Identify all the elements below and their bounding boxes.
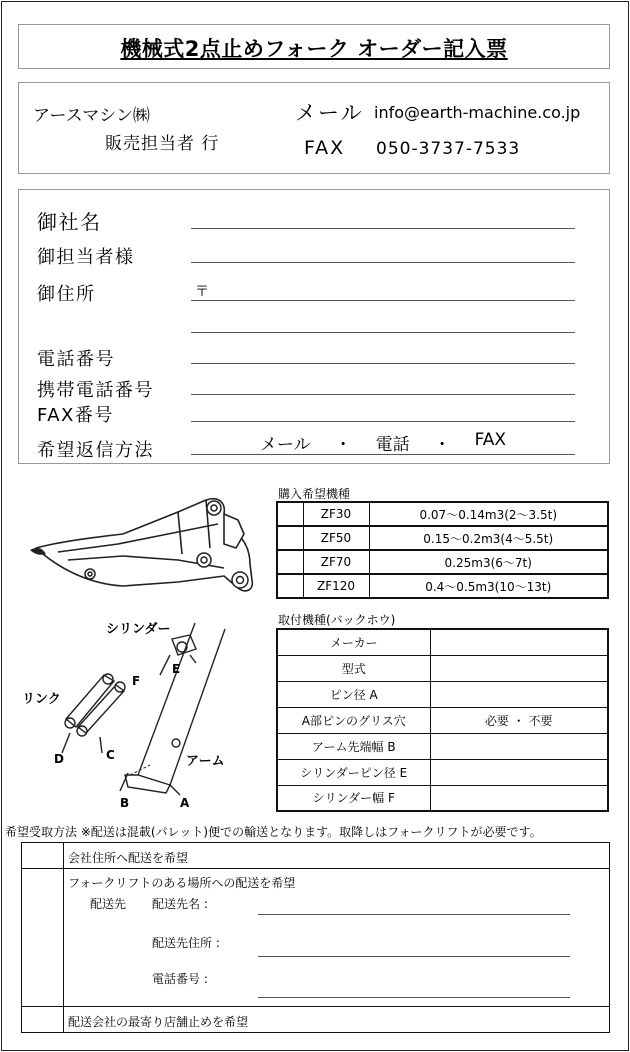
attach-label: シリンダーピン径 E (277, 759, 430, 785)
phone-label: 電話番号 (37, 349, 115, 370)
attach-row (277, 707, 608, 733)
mail-address[interactable]: info@earth-machine.co.jp (374, 103, 581, 122)
delivery-divider (22, 868, 609, 869)
address-label: 御住所 (37, 284, 96, 305)
purchase-spec: 0.25m3(6〜7t) (369, 550, 608, 574)
purchase-spec: 0.15〜0.2m3(4〜5.5t) (369, 526, 608, 550)
reply-method-options (191, 430, 575, 455)
purchase-model: ZF120 (303, 574, 369, 598)
destination-name-field[interactable] (258, 914, 570, 915)
delivery-checkbox-3[interactable] (22, 1007, 63, 1033)
attach-label: A部ピンのグリス穴 (277, 707, 430, 733)
attach-row (277, 655, 608, 681)
attach-value[interactable] (430, 629, 608, 655)
customer-info-box (18, 189, 610, 464)
purchase-model: ZF50 (303, 526, 369, 550)
delivery-option-forklift: フォークリフトのある場所への配送を希望 (68, 876, 296, 890)
attach-label: 型式 (277, 655, 430, 681)
purchase-model: ZF30 (303, 502, 369, 526)
contact-person-field[interactable] (191, 262, 575, 263)
purchase-row (277, 574, 608, 598)
fax-number: 050-3737-7533 (376, 139, 521, 159)
arm-cylinder-diagram (20, 615, 260, 815)
postal-mark: 〒 (195, 284, 209, 300)
phone-field[interactable] (191, 363, 575, 364)
recipient-dept: 販売担当者 行 (105, 134, 220, 154)
destination-phone-field[interactable] (258, 997, 570, 998)
page-title: 機械式2点止めフォーク オーダー記入票 (120, 37, 508, 61)
diagram-label-b: B (120, 796, 130, 810)
attach-label: アーム先端幅 B (277, 733, 430, 759)
delivery-note: 希望受取方法 ※配送は混載(パレット)便での輸送となります。取降しはフォークリフトが必要です。 (5, 825, 542, 839)
attach-table (276, 628, 609, 812)
reply-option-mail[interactable]: メール (259, 435, 311, 455)
mobile-label: 携帯電話番号 (37, 380, 154, 401)
diagram-label-arm: アーム (186, 754, 225, 769)
fax-label: FAX (304, 137, 346, 159)
attach-row (277, 681, 608, 707)
delivery-divider (22, 1006, 609, 1007)
purchase-model: ZF70 (303, 550, 369, 574)
purchase-checkbox[interactable] (277, 526, 303, 550)
purchase-spec: 0.4〜0.5m3(10〜13t) (369, 574, 608, 598)
diagram-label-a: A (180, 796, 190, 810)
diagram-label-d: D (54, 752, 64, 766)
attach-row (277, 733, 608, 759)
destination-address-field[interactable] (258, 956, 570, 957)
reply-option-phone[interactable]: 電話 (375, 435, 410, 455)
destination-name-label: 配送先名 : (152, 897, 208, 911)
reply-method-label: 希望返信方法 (37, 440, 154, 461)
attach-label: ピン径 A (277, 681, 430, 707)
purchase-heading: 購入希望機種 (278, 487, 351, 501)
title-box (18, 24, 610, 69)
attach-row (277, 785, 608, 811)
attach-value[interactable] (430, 655, 608, 681)
destination-phone-label: 電話番号 : (152, 972, 208, 986)
delivery-checkbox-column (63, 843, 64, 1032)
diagram-label-c: C (106, 748, 115, 762)
reply-method-line (191, 454, 575, 455)
attach-row (277, 629, 608, 655)
attach-label: メーカー (277, 629, 430, 655)
mobile-field[interactable] (191, 394, 575, 395)
contact-person-label: 御担当者様 (37, 247, 135, 268)
attach-heading: 取付機種(バックホウ) (278, 613, 396, 627)
fork-attachment-image (28, 490, 273, 608)
attach-value[interactable] (430, 759, 608, 785)
destination-label: 配送先 (90, 897, 127, 911)
reply-option-sep: ・ (334, 435, 352, 455)
recipient-company: アースマシン㈱ (33, 106, 150, 126)
company-name-label: 御社名 (37, 210, 102, 234)
destination-address-label: 配送先住所 : (152, 936, 220, 950)
diagram-label-e: E (172, 662, 181, 676)
diagram-label-cylinder: シリンダー (106, 622, 171, 637)
attach-value[interactable] (430, 785, 608, 811)
attach-value[interactable] (430, 681, 608, 707)
purchase-row (277, 502, 608, 526)
diagram-label-f: F (132, 674, 141, 688)
purchase-row (277, 526, 608, 550)
purchase-spec: 0.07〜0.14m3(2〜3.5t) (369, 502, 608, 526)
reply-option-sep: ・ (433, 435, 451, 455)
attach-row (277, 759, 608, 785)
company-name-field[interactable] (191, 228, 575, 229)
purchase-table (276, 501, 609, 599)
delivery-box (21, 842, 610, 1033)
purchase-checkbox[interactable] (277, 502, 303, 526)
attach-label: シリンダー幅 F (277, 785, 430, 811)
diagram-label-link: リンク (22, 692, 61, 707)
purchase-checkbox[interactable] (277, 574, 303, 598)
fax-number-label: FAX番号 (37, 405, 114, 426)
delivery-checkbox-1[interactable] (22, 843, 63, 868)
fax-number-field[interactable] (191, 421, 575, 422)
reply-option-fax[interactable]: FAX (474, 430, 507, 450)
address-field-2[interactable] (191, 332, 575, 333)
purchase-row (277, 550, 608, 574)
purchase-checkbox[interactable] (277, 550, 303, 574)
delivery-option-company: 会社住所へ配送を希望 (68, 851, 189, 865)
delivery-option-depot: 配送会社の最寄り店舗止めを希望 (68, 1015, 249, 1029)
attach-value[interactable]: 必要 ・ 不要 (430, 707, 608, 733)
mail-label: メール (295, 101, 364, 125)
attach-value[interactable] (430, 733, 608, 759)
address-field-1[interactable] (191, 300, 575, 301)
delivery-checkbox-2[interactable] (22, 869, 63, 1006)
recipient-box (18, 82, 610, 174)
